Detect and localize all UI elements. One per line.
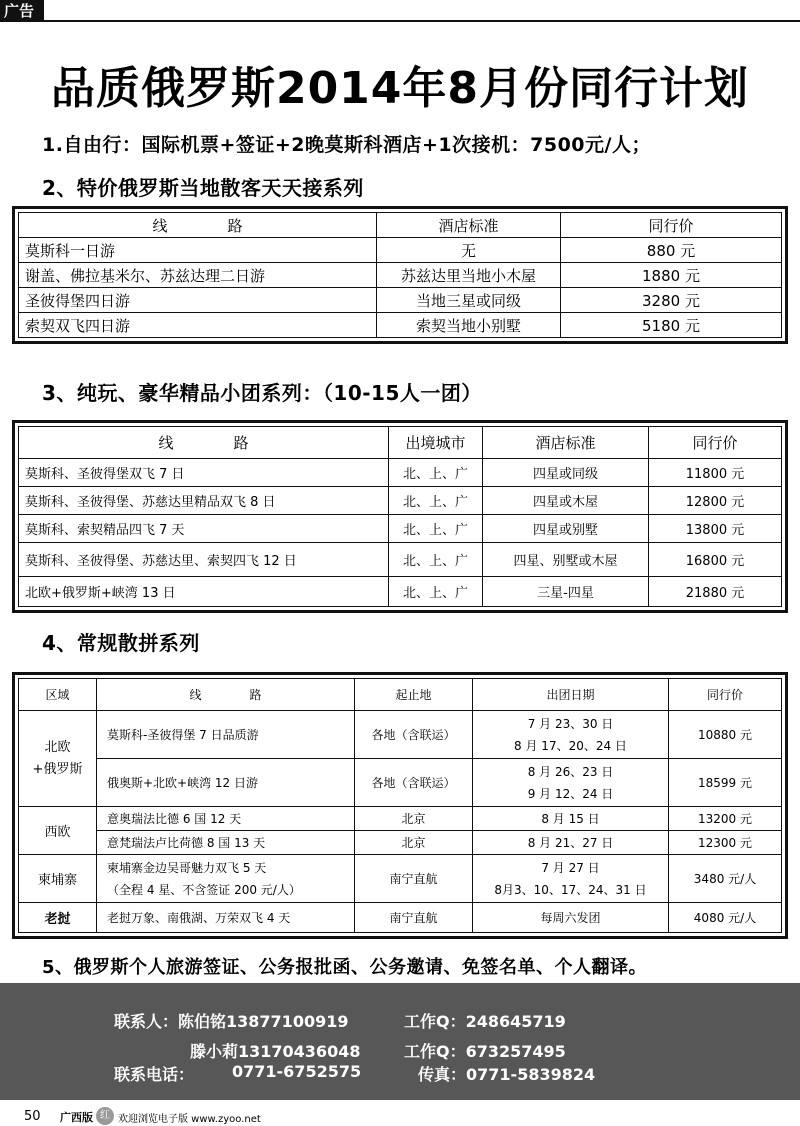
- route-cell: 莫斯科、圣彼得堡双飞 7 日: [19, 459, 389, 487]
- site-link[interactable]: 欢迎浏览电子版 www.zyoo.net: [118, 1114, 261, 1125]
- hotel-cell: 当地三星或同级: [377, 288, 561, 313]
- col-header: 酒店标准: [483, 427, 649, 459]
- fax-number: 0771-5839824: [466, 1065, 596, 1084]
- date-cell: 每周六发团: [473, 903, 669, 933]
- price-cell: 21880 元: [649, 577, 782, 607]
- col-header: 线 路: [19, 213, 377, 238]
- region-cell: 西欧: [19, 807, 97, 855]
- table-row: [19, 759, 782, 807]
- page-title: 品质俄罗斯2014年8月份同行计划: [50, 63, 750, 114]
- origin-cell: 各地（含联运）: [355, 711, 473, 759]
- section-3-table: [12, 420, 788, 613]
- hotel-cell: 三星-四星: [483, 577, 649, 607]
- table-row: [19, 263, 782, 288]
- top-rule: [44, 20, 800, 22]
- date-line: 8 月 17、20、24 日: [514, 738, 627, 753]
- contact-person-label: 联系人：: [114, 1012, 179, 1031]
- col-header: 同行价: [669, 679, 782, 711]
- date-line: 8 月 26、23 日: [527, 764, 614, 779]
- route-cell: [97, 855, 355, 903]
- table-row: [19, 288, 782, 313]
- section-2-heading: 2、特价俄罗斯当地散客天天接系列: [42, 176, 364, 200]
- section-2-table: [12, 206, 788, 344]
- item-1-free-travel: 1.自由行：国际机票+签证+2晚莫斯科酒店+1次接机：7500元/人；: [42, 134, 651, 156]
- date-line: 7 月 27 日: [541, 860, 600, 875]
- contact-person-1: 陈伯铭13877100919: [178, 1012, 349, 1031]
- table-header-row: [19, 213, 782, 238]
- col-header: 出境城市: [389, 427, 483, 459]
- table-row: [19, 238, 782, 263]
- section-3-heading: 3、纯玩、豪华精品小团系列：（10-15人一团）: [42, 381, 482, 405]
- date-line: 7 月 23、30 日: [527, 716, 614, 731]
- route-cell: 俄奥斯+北欧+峡湾 12 日游: [97, 759, 355, 807]
- table-row: [19, 459, 782, 487]
- contact-person-2: 滕小莉13170436048: [190, 1042, 361, 1061]
- table-header-row: [19, 427, 782, 459]
- table-row: [19, 855, 782, 903]
- work-qq-2: 673257495: [465, 1042, 566, 1061]
- col-header: 同行价: [649, 427, 782, 459]
- ad-tag: 广告: [0, 0, 44, 22]
- col-header: 起止地: [355, 679, 473, 711]
- item-5-visa-services: 5、俄罗斯个人旅游签证、公务报批函、公务邀请、免签名单、个人翻译。: [42, 957, 648, 978]
- route-cell: 老挝万象、南俄湖、万荣双飞 4 天: [97, 903, 355, 933]
- table-row: [19, 313, 782, 338]
- hotel-cell: 四星或木屋: [483, 487, 649, 515]
- col-header: 同行价: [561, 213, 782, 238]
- col-header: 酒店标准: [377, 213, 561, 238]
- route-cell: 索契双飞四日游: [19, 313, 377, 338]
- work-qq-label: 工作Q：: [404, 1042, 466, 1061]
- route-cell: 莫斯科、圣彼得堡、苏慈达里精品双飞 8 日: [19, 487, 389, 515]
- route-cell: 莫斯科、圣彼得堡、苏慈达里、索契四飞 12 日: [19, 543, 389, 577]
- hotel-cell: 苏兹达里当地小木屋: [377, 263, 561, 288]
- price-cell: 13200 元: [669, 807, 782, 831]
- date-cell: [473, 855, 669, 903]
- hotel-cell: 四星或同级: [483, 459, 649, 487]
- price-cell: 5180 元: [561, 313, 782, 338]
- section-4-table: [12, 672, 788, 939]
- date-cell: 8 月 15 日: [473, 807, 669, 831]
- edition-label: 广西版: [60, 1111, 93, 1124]
- price-cell: 16800 元: [649, 543, 782, 577]
- table-row: [19, 515, 782, 543]
- date-line: 8月3、10、17、24、31 日: [494, 882, 647, 897]
- price-cell: 11800 元: [649, 459, 782, 487]
- table-row: [19, 543, 782, 577]
- price-cell: 12300 元: [669, 831, 782, 855]
- price-cell: 880 元: [561, 238, 782, 263]
- col-header: 出团日期: [473, 679, 669, 711]
- hotel-cell: 四星、别墅或木屋: [483, 543, 649, 577]
- origin-cell: 北京: [355, 807, 473, 831]
- region-cell: 北欧 +俄罗斯: [19, 711, 97, 807]
- route-line: 柬埔寨金边吴哥魅力双飞 5 天: [107, 860, 267, 875]
- origin-cell: 北京: [355, 831, 473, 855]
- route-cell: 意梵瑞法卢比荷德 8 国 13 天: [97, 831, 355, 855]
- hotel-cell: 索契当地小别墅: [377, 313, 561, 338]
- route-cell: 谢盖、佛拉基米尔、苏兹达理二日游: [19, 263, 377, 288]
- page-footer: [0, 1106, 800, 1126]
- contact-band: [0, 983, 800, 1100]
- route-cell: 意奥瑞法比德 6 国 12 天: [97, 807, 355, 831]
- work-qq-label: 工作Q：: [404, 1012, 466, 1031]
- table-row: [19, 807, 782, 831]
- hotel-cell: 四星或别墅: [483, 515, 649, 543]
- price-cell: 18599 元: [669, 759, 782, 807]
- col-header: 线 路: [19, 427, 389, 459]
- table-header-row: [19, 679, 782, 711]
- region-cell: 柬埔寨: [19, 855, 97, 903]
- work-qq-1: 248645719: [465, 1012, 566, 1031]
- departure-city-cell: 北、上、广: [389, 543, 483, 577]
- contact-phone: 0771-6752575: [232, 1062, 362, 1081]
- route-cell: 莫斯科一日游: [19, 238, 377, 263]
- table-row: [19, 577, 782, 607]
- price-cell: 3280 元: [561, 288, 782, 313]
- departure-city-cell: 北、上、广: [389, 487, 483, 515]
- contact-phone-label: 联系电话：: [114, 1065, 195, 1084]
- route-cell: 北欧+俄罗斯+峡湾 13 日: [19, 577, 389, 607]
- route-cell: 圣彼得堡四日游: [19, 288, 377, 313]
- origin-cell: 各地（含联运）: [355, 759, 473, 807]
- date-line: 9 月 12、24 日: [527, 786, 614, 801]
- origin-cell: 南宁直航: [355, 855, 473, 903]
- route-note: （全程 4 星、不含签证 200 元/人）: [107, 882, 301, 897]
- page-number: 50: [24, 1109, 41, 1124]
- origin-cell: 南宁直航: [355, 903, 473, 933]
- departure-city-cell: 北、上、广: [389, 459, 483, 487]
- section-4-heading: 4、常规散拼系列: [42, 631, 200, 655]
- route-cell: 莫斯科、索契精品四飞 7 天: [19, 515, 389, 543]
- departure-city-cell: 北、上、广: [389, 577, 483, 607]
- table-row: [19, 487, 782, 515]
- price-cell: 10880 元: [669, 711, 782, 759]
- table-row: [19, 831, 782, 855]
- date-cell: [473, 711, 669, 759]
- price-cell: 12800 元: [649, 487, 782, 515]
- region-cell: 老挝: [19, 903, 97, 933]
- table-row: [19, 711, 782, 759]
- price-cell: 1880 元: [561, 263, 782, 288]
- table-row: [19, 903, 782, 933]
- fax-label: 传真：: [418, 1065, 467, 1084]
- col-header: 区域: [19, 679, 97, 711]
- departure-city-cell: 北、上、广: [389, 515, 483, 543]
- price-cell: 13800 元: [649, 515, 782, 543]
- route-cell: 莫斯科-圣彼得堡 7 日品质游: [97, 711, 355, 759]
- price-cell: 4080 元/人: [669, 903, 782, 933]
- col-header: 线 路: [97, 679, 355, 711]
- hotel-cell: 无: [377, 238, 561, 263]
- date-cell: 8 月 21、27 日: [473, 831, 669, 855]
- publisher-logo-icon: 红: [96, 1107, 114, 1125]
- price-cell: 3480 元/人: [669, 855, 782, 903]
- date-cell: [473, 759, 669, 807]
